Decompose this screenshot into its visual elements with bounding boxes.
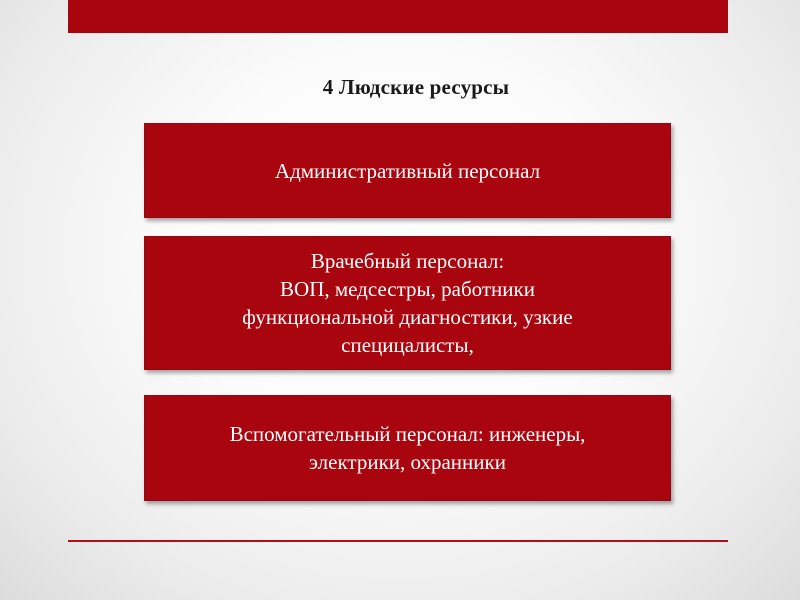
box-text-line: Административный персонал [274,158,541,183]
support-staff-box [144,395,671,501]
top-decorative-bar [68,0,728,33]
medical-staff-box [144,236,671,370]
slide-title: 4 Людские ресурсы [322,75,510,99]
administrative-staff-box [144,123,671,218]
box-text-line: электрики, охранники [309,450,506,474]
bottom-divider-line [68,540,728,542]
box-text-line: Вспомогательный персонал: инженеры, [229,422,586,446]
box-text-line: ВОП, медсестры, работники [280,277,535,301]
box-text-line: Врачебный персонал: [310,249,505,273]
box-text-line: специцалисты, [341,333,474,357]
box-text-line: функциональной диагностики, узкие [242,305,573,329]
